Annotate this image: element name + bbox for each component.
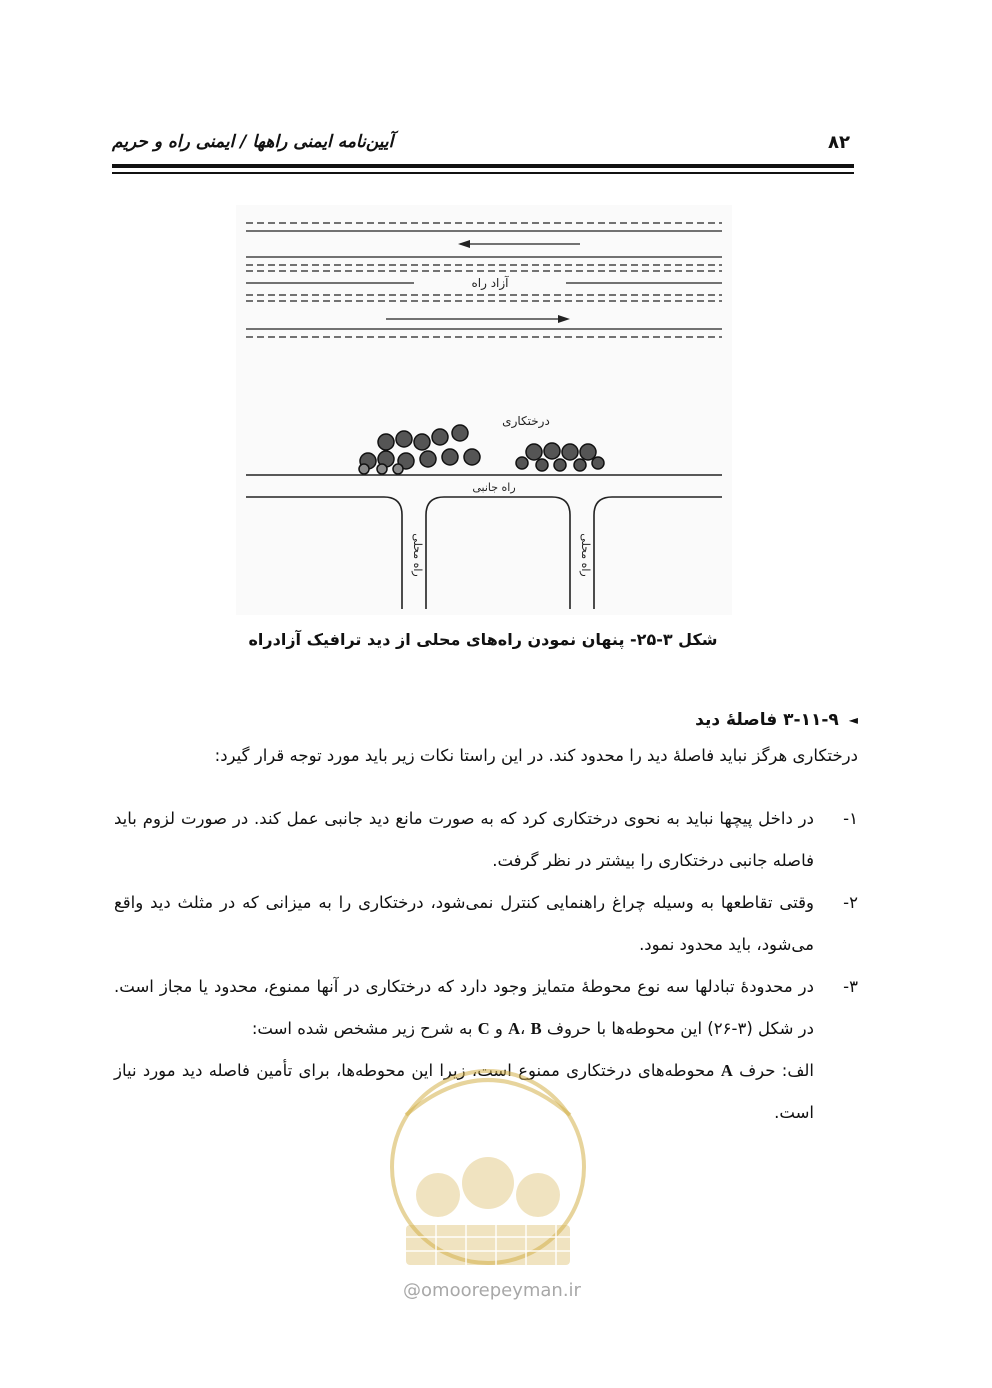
watermark-logo	[366, 1045, 610, 1305]
local-road-label-left: راه محلی	[411, 533, 424, 577]
section-heading	[695, 710, 858, 730]
running-header	[112, 128, 854, 162]
sub-item-text: محوطه‌های درختکاری ممنوع است، زیرا این محوطه‌ها، برای تأمین فاصله دید مورد نیاز است.	[114, 1061, 814, 1122]
header-rule-thick	[112, 164, 854, 168]
sub-item-prefix: الف: حرف	[739, 1061, 815, 1080]
separator-and: و	[494, 1019, 503, 1038]
list-item-3	[114, 966, 858, 1050]
list-item-text: در داخل پیچها نباید به نحوی درختکاری کرد که به صورت مانع دید جانبی عمل کند. در صورت لزوم باید فاصله جانبی درختکاری را بیشتر در نظر گرفت.	[114, 809, 814, 870]
figure-road-diagram	[236, 205, 732, 615]
letter-a: A	[508, 1019, 521, 1038]
planting-label: درختکاری	[502, 414, 550, 428]
separator-comma: ،	[520, 1019, 526, 1038]
list-item-1	[114, 798, 858, 882]
list-item-number: ۳-	[843, 977, 858, 996]
letter-c: C	[477, 1019, 490, 1038]
running-title: آیین‌نامه ایمنی راهها / ایمنی راه و حریم	[112, 132, 394, 152]
side-road-label: راه جانبی	[472, 481, 516, 494]
watermark-url: @omoorepeyman.ir	[403, 1280, 581, 1301]
header-rule-thin	[112, 172, 854, 174]
section-title: ۳-۱۱-۹ فاصلهٔ دید	[695, 710, 839, 730]
sub-item-letter: A	[720, 1061, 733, 1080]
list-item-number: ۱-	[843, 809, 858, 828]
figure-caption: شکل ۳-۲۵- پنهان نمودن راه‌های محلی از دید ترافیک آزادراه	[248, 630, 718, 649]
list-item-text	[114, 966, 814, 1050]
section-marker-icon: ◄	[848, 713, 858, 727]
local-road-label-right: راه محلی	[579, 533, 592, 577]
list-item-text-part-b: به شرح زیر مشخص شده است:	[251, 1019, 473, 1038]
list-item-2	[114, 882, 858, 966]
list-item-text-part-a: در محدودهٔ تبادلها سه نوع محوطهٔ متمایز وجود دارد که درختکاری در آنها ممنوع، محدود یا مجاز است. در شکل (۳-۲۶) این محوطه‌ها با حروف	[114, 977, 814, 1038]
freeway-label: آزاد راه	[471, 276, 509, 290]
page-number: ۸۲	[828, 132, 850, 153]
watermark-seal-icon	[366, 1045, 610, 1285]
intro-paragraph: درختکاری هرگز نباید فاصلهٔ دید را محدود کند. در این راستا نکات زیر باید مورد توجه قرار گیرد:	[214, 746, 858, 765]
road-diagram-svg	[236, 205, 732, 615]
letter-b: B	[530, 1019, 542, 1038]
list-item-number: ۲-	[843, 893, 858, 912]
list-item-text: وقتی تقاطعها به وسیله چراغ راهنمایی کنترل نمی‌شود، درختکاری را به میزانی که در مثلث دید واقع می‌شود، باید محدود نمود.	[114, 893, 814, 954]
